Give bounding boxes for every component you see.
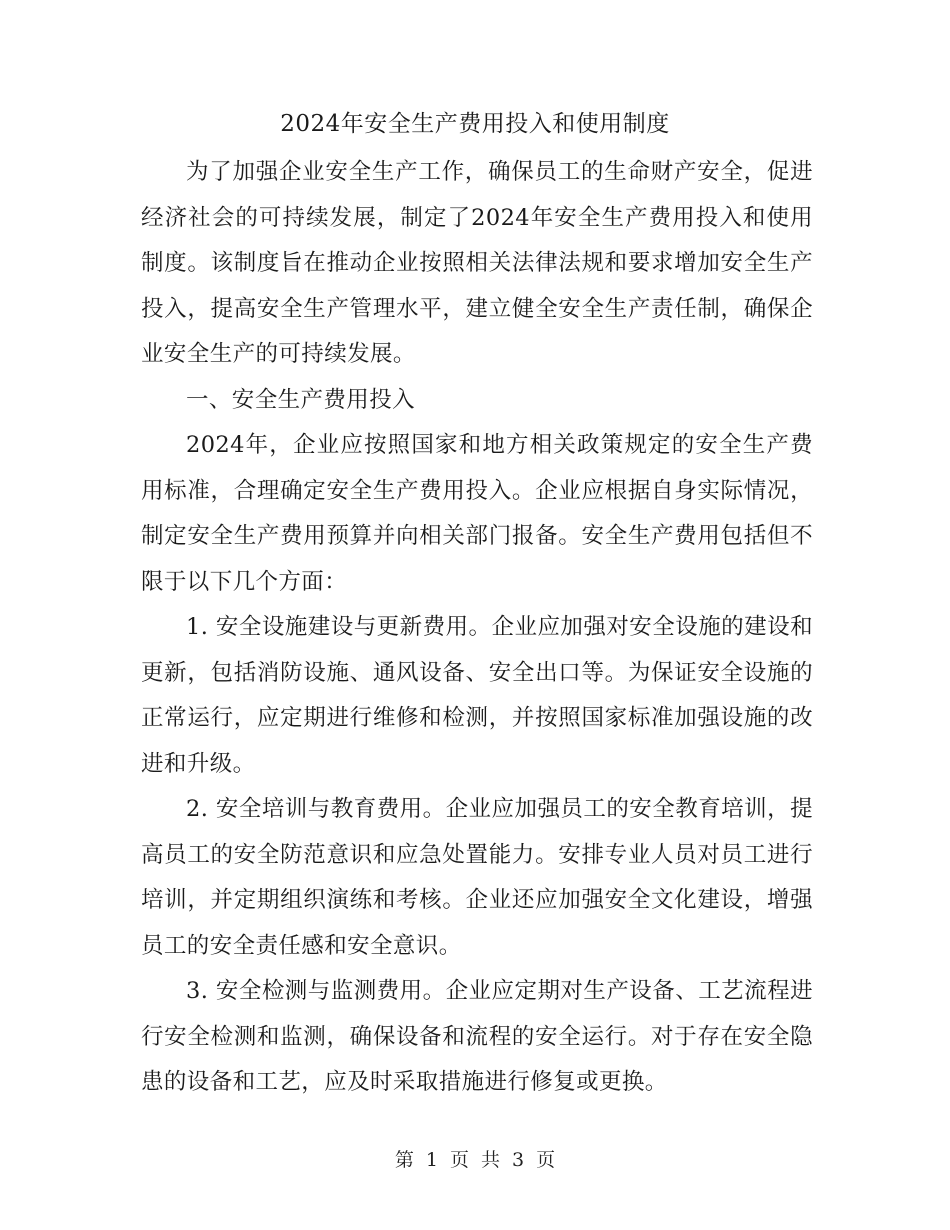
- document-title: 2024年安全生产费用投入和使用制度: [280, 111, 670, 137]
- section-paragraph: 2024年，企业应按照国家和地方相关政策规定的安全生产费用标准，合理确定安全生产费用投入。企业应根据自身实际情况，制定安全生产费用预算并向相关部门报备。安全生产费用包括但不限于以下几个方面：: [141, 432, 813, 595]
- list-item-2: 2. 安全培训与教育费用。企业应加强员工的安全教育培训，提高员工的安全防范意识和应急处置能力。安排专业人员对员工进行培训，并定期组织演练和考核。企业还应加强安全文化建设，增强员工的安全责任感和安全意识。: [141, 796, 813, 959]
- list-item-1: 1. 安全设施建设与更新费用。企业应加强对安全设施的建设和更新，包括消防设施、通风设备、安全出口等。为保证安全设施的正常运行，应定期进行维修和检测，并按照国家标准加强设施的改进和升级。: [141, 614, 813, 777]
- intro-paragraph: 为了加强企业安全生产工作，确保员工的生命财产安全，促进经济社会的可持续发展，制定了2024年安全生产费用投入和使用制度。该制度旨在推动企业按照相关法律法规和要求增加安全生产投入，提高安全生产管理水平，建立健全安全生产责任制，确保企业安全生产的可持续发展。: [141, 159, 813, 367]
- page-number-footer: 第 1 页 共 3 页: [394, 1149, 556, 1171]
- document-body: [141, 150, 813, 1106]
- section-heading: 一、安全生产费用投入: [186, 386, 416, 413]
- list-item-3: 3. 安全检测与监测费用。企业应定期对生产设备、工艺流程进行安全检测和监测，确保设备和流程的安全运行。对于存在安全隐患的设备和工艺，应及时采取措施进行修复或更换。: [141, 978, 813, 1095]
